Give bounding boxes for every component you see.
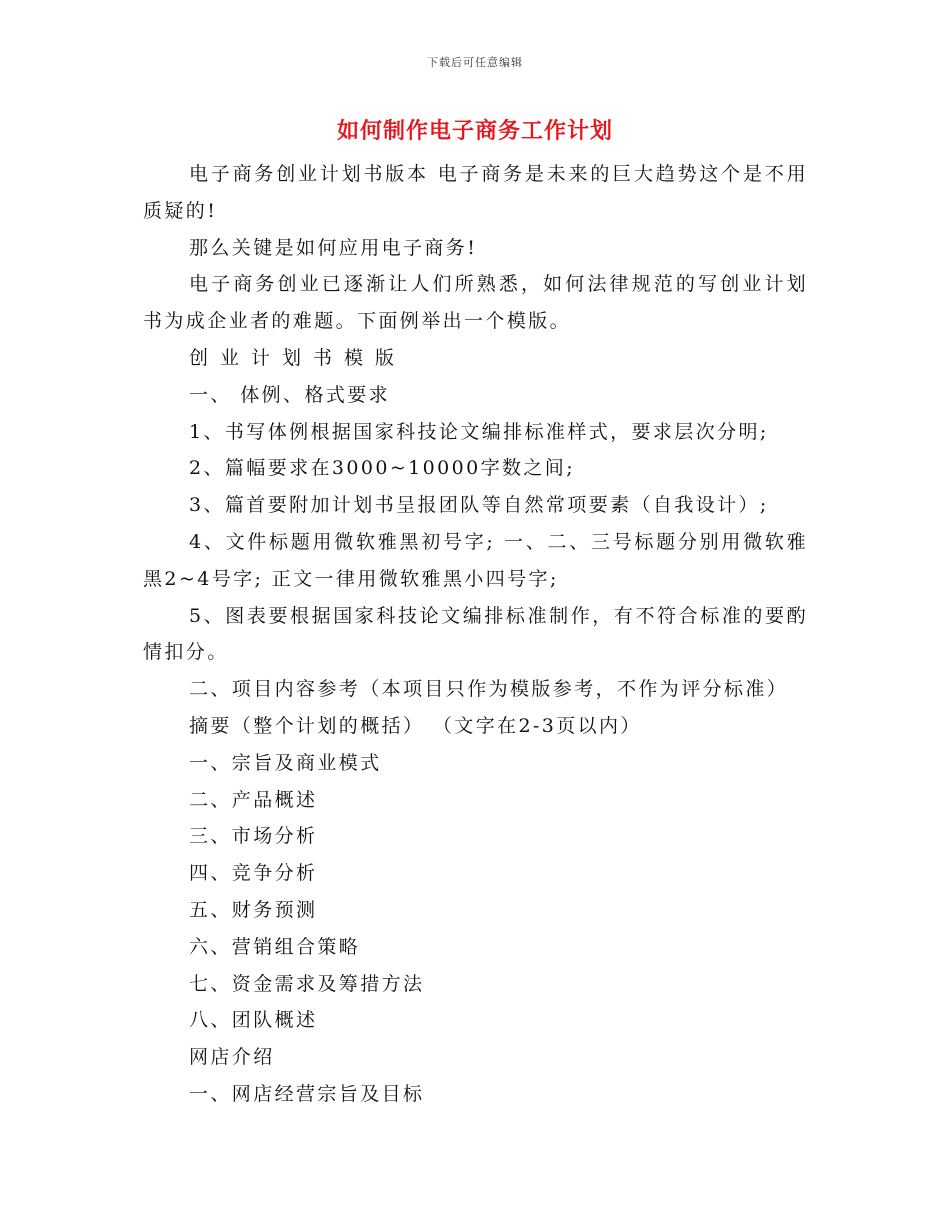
shop-intro-heading: 网店介绍 [189, 1046, 275, 1069]
section-heading-format: 一、 体例、格式要求 [189, 383, 391, 406]
header-note: 下载后可任意编辑 [427, 56, 523, 69]
summary-line: 摘要（整个计划的概括） （文字在2-3页以内） [189, 714, 642, 737]
requirement-item: 1、书写体例根据国家科技论文编排标准样式，要求层次分明; [189, 420, 769, 443]
document-title: 如何制作电子商务工作计划 [336, 118, 613, 144]
outline-item: 四、竞争分析 [189, 862, 318, 885]
outline-item: 三、市场分析 [189, 825, 318, 848]
outline-item: 六、营销组合策略 [189, 935, 361, 958]
outline-item: 二、产品概述 [189, 788, 318, 811]
requirement-item: 3、篇首要附加计划书呈报团队等自然常项要素（自我设计）; [189, 494, 769, 517]
paragraph-intro: 电子商务创业计划书版本 电子商务是未来的巨大趋势这个是不用质疑的! [143, 163, 808, 222]
outline-item: 七、资金需求及筹措方法 [189, 972, 425, 995]
section-heading-content: 二、项目内容参考（本项目只作为模版参考，不作为评分标准） [189, 678, 789, 701]
outline-item: 八、团队概述 [189, 1009, 318, 1032]
paragraph-key-question: 那么关键是如何应用电子商务! [189, 236, 478, 259]
requirement-item: 4、文件标题用微软雅黑初号字; 一、二、三号标题分别用微软雅黑2~4号字; 正文一律用微软雅黑小四号字; [143, 530, 808, 590]
template-heading: 创业计划书模版 [189, 346, 407, 369]
outline-item: 一、网店经营宗旨及目标 [189, 1082, 425, 1105]
requirement-item: 2、篇幅要求在3000~10000字数之间; [189, 457, 576, 480]
outline-item: 一、宗旨及商业模式 [189, 751, 382, 774]
requirement-item: 5、图表要根据国家科技论文编排标准制作，有不符合标准的要酌情扣分。 [143, 604, 808, 664]
outline-item: 五、财务预测 [189, 898, 318, 921]
paragraph-context: 电子商务创业已逐渐让人们所熟悉，如何法律规范的写创业计划书为成企业者的难题。下面例举出一个模版。 [143, 273, 808, 333]
document-body [143, 156, 808, 1113]
